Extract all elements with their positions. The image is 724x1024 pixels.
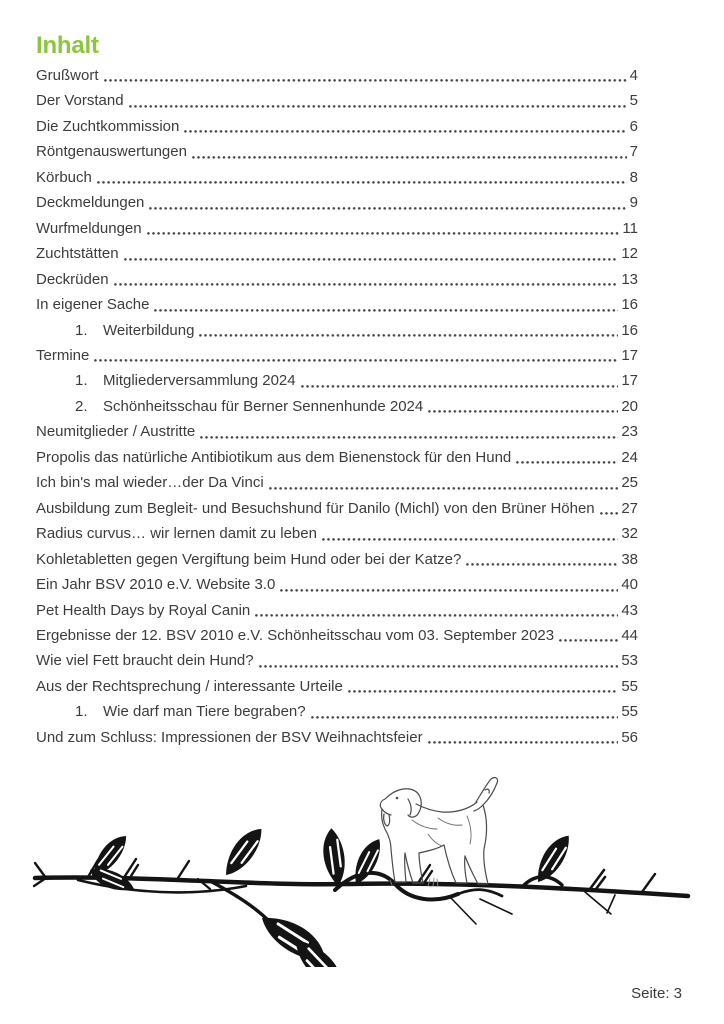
toc-entry-label: Schönheitsschau für Berner Sennenhunde 2024	[103, 397, 424, 415]
toc-entry	[36, 292, 638, 317]
toc-entry	[36, 139, 638, 164]
toc-entry	[36, 598, 638, 623]
toc-entry-page: 32	[621, 525, 638, 543]
dot-leader	[99, 63, 630, 88]
toc-entry-label: Propolis das natürliche Antibiotikum aus dem Bienenstock für den Hund	[36, 448, 512, 466]
toc-entry-page: 25	[621, 474, 638, 492]
toc-entry	[36, 63, 638, 88]
dot-leader	[254, 648, 622, 673]
dot-leader	[149, 292, 621, 317]
toc-entry-label: Zuchtstätten	[36, 245, 119, 263]
toc-entry	[36, 623, 638, 648]
toc-entry-label: Ergebnisse der 12. BSV 2010 e.V. Schönheitsschau vom 03. September 2023	[36, 626, 555, 644]
toc-entry-label: Mitgliederversammlung 2024	[103, 372, 296, 390]
toc-entry-label: Weiterbildung	[103, 321, 195, 339]
dot-leader	[595, 496, 622, 521]
toc-entry-label: Ausbildung zum Begleit- und Besuchshund für Danilo (Michl) von den Brüner Höhen	[36, 499, 595, 517]
dot-leader	[195, 419, 621, 444]
toc-entry	[36, 648, 638, 673]
toc-entry-page: 55	[621, 677, 638, 695]
toc-entry	[36, 267, 638, 292]
toc-entry-label: Deckmeldungen	[36, 194, 145, 212]
dot-leader	[423, 725, 622, 750]
toc-entry	[36, 190, 638, 215]
toc-entry-number: 2.	[75, 397, 88, 415]
dot-leader	[124, 88, 630, 113]
toc-entry-page: 43	[621, 601, 638, 619]
toc-entry-label: Die Zuchtkommission	[36, 117, 180, 135]
toc-entry-page: 9	[629, 194, 638, 212]
toc-entry	[36, 572, 638, 597]
toc-entry-label: Termine	[36, 346, 90, 364]
toc-entry	[36, 343, 638, 368]
toc-entry	[36, 725, 638, 750]
toc-entry-page: 16	[621, 296, 638, 314]
toc-entry-page: 20	[621, 397, 638, 415]
toc-entry-label: Wurfmeldungen	[36, 219, 142, 237]
toc-entry	[36, 470, 638, 495]
toc-entry-page: 24	[621, 448, 638, 466]
toc-entry-number: 1.	[75, 372, 88, 390]
toc-entry-label: Röntgenauswertungen	[36, 143, 187, 161]
dot-leader	[296, 368, 622, 393]
toc-entry-label: Ich bin's mal wieder…der Da Vinci	[36, 474, 264, 492]
toc-entry	[36, 165, 638, 190]
toc-entry-page: 16	[621, 321, 638, 339]
dot-leader	[179, 114, 629, 139]
dot-leader	[306, 699, 622, 724]
toc-entry-page: 40	[621, 576, 638, 594]
toc-entry	[36, 368, 638, 393]
toc-entry-label: Kohletabletten gegen Vergiftung beim Hund oder bei der Katze?	[36, 550, 462, 568]
dot-leader	[92, 165, 630, 190]
toc-entry-label: Neumitglieder / Austritte	[36, 423, 196, 441]
dot-leader	[264, 470, 622, 495]
dot-leader	[343, 674, 621, 699]
toc-entry-label: Ein Jahr BSV 2010 e.V. Website 3.0	[36, 576, 276, 594]
toc-entry-label: Grußwort	[36, 67, 99, 84]
toc-entry-label: Körbuch	[36, 168, 92, 186]
toc-entry	[36, 241, 638, 266]
toc-list	[36, 63, 638, 750]
toc-entry-label: Pet Health Days by Royal Canin	[36, 601, 251, 619]
toc-entry	[36, 216, 638, 241]
toc-entry-page: 56	[621, 728, 638, 746]
toc-entry	[36, 445, 638, 470]
page-title: Inhalt	[36, 32, 99, 59]
toc-entry	[36, 521, 638, 546]
toc-entry-page: 17	[621, 346, 638, 364]
toc-entry-page: 12	[621, 245, 638, 263]
toc-entry-page: 38	[621, 550, 638, 568]
page-number-footer: Seite: 3	[631, 985, 682, 1002]
dot-leader	[194, 318, 621, 343]
dot-leader	[250, 598, 621, 623]
toc-entry-label: In eigener Sache	[36, 296, 150, 314]
dot-leader	[144, 190, 629, 215]
toc-entry	[36, 318, 638, 343]
toc-entry	[36, 419, 638, 444]
toc-entry-page: 55	[621, 703, 638, 721]
toc-entry-label: Der Vorstand	[36, 92, 124, 110]
dot-leader	[317, 521, 621, 546]
dot-leader	[511, 445, 621, 470]
dot-leader	[109, 267, 622, 292]
dot-leader	[554, 623, 621, 648]
toc-entry-label: Und zum Schluss: Impressionen der BSV Weihnachtsfeier	[36, 728, 423, 746]
toc-entry-number: 1.	[75, 703, 88, 721]
toc-entry-page: 17	[621, 372, 638, 390]
toc-entry-page: 6	[629, 117, 638, 135]
dot-leader	[142, 216, 623, 241]
dot-leader	[187, 139, 630, 164]
toc-entry-label: Wie darf man Tiere begraben?	[103, 703, 306, 721]
dot-leader	[461, 547, 621, 572]
toc-entry-number: 1.	[75, 321, 88, 339]
toc-entry-page: 8	[629, 168, 638, 186]
toc-entry-page: 7	[629, 143, 638, 161]
dot-leader	[89, 343, 621, 368]
toc-entry-page: 11	[622, 219, 638, 237]
toc-entry	[36, 496, 638, 521]
toc-entry-page: 44	[621, 626, 638, 644]
toc-entry	[36, 674, 638, 699]
toc-entry-page: 53	[621, 652, 638, 670]
toc-entry-label: Radius curvus… wir lernen damit zu leben	[36, 525, 317, 543]
toc-entry-page: 4	[629, 67, 638, 84]
toc-entry-label: Deckrüden	[36, 270, 109, 288]
toc-entry-label: Aus der Rechtsprechung / interessante Urteile	[36, 677, 343, 695]
toc-entry	[36, 114, 638, 139]
dot-leader	[423, 394, 621, 419]
dog-branch-illustration	[30, 772, 694, 967]
toc-entry-page: 5	[629, 92, 638, 110]
toc-entry-label: Wie viel Fett braucht dein Hund?	[36, 652, 254, 670]
toc-entry	[36, 88, 638, 113]
dot-leader	[275, 572, 621, 597]
dot-leader	[119, 241, 622, 266]
toc-entry	[36, 547, 638, 572]
toc-entry-page: 27	[621, 499, 638, 517]
toc-entry-page: 13	[621, 270, 638, 288]
toc-entry-page: 23	[621, 423, 638, 441]
toc-entry	[36, 699, 638, 724]
toc-entry	[36, 394, 638, 419]
